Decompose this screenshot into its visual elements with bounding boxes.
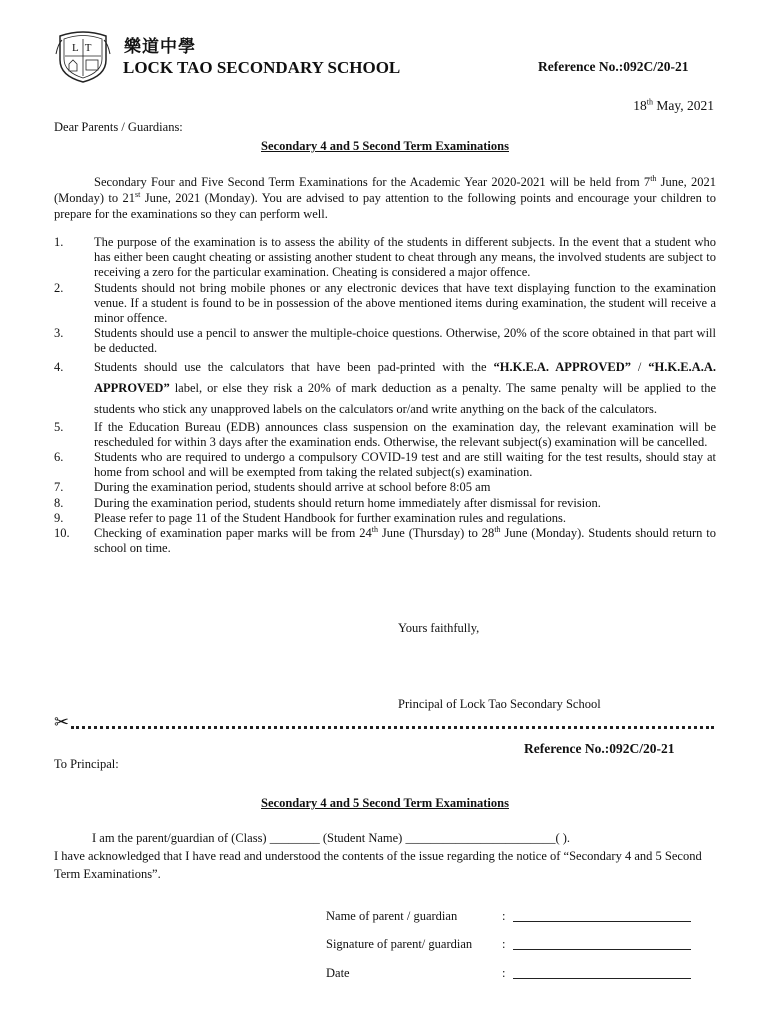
list-item xyxy=(54,326,716,356)
list-item xyxy=(54,420,716,450)
item-number: 4. xyxy=(54,359,64,374)
item-sup: th xyxy=(371,524,378,534)
acknowledgement-paragraph xyxy=(54,829,716,883)
item-number: 6. xyxy=(54,450,64,465)
item-text: label, or else they risk a 20% of mark deduction as a penalty. The same penalty will be applied to the students who stick any unapproved labels on the calculators or/and write anything on the back of the calculators. xyxy=(94,380,716,416)
list-item xyxy=(54,450,716,480)
parent-signature-field[interactable] xyxy=(326,937,696,955)
item-text: The purpose of the examination is to assess the ability of the students in different subjects. In the event that a student who has either been caught cheating or assisting another student to cheat through any means, the involved students are subject to receiving a zero for the particular examination. Cheating is considered a major offence. xyxy=(94,235,716,280)
item-number: 7. xyxy=(54,480,64,495)
school-name-chinese: 樂道中學 xyxy=(124,37,196,57)
scissors-icon: ✂ xyxy=(54,712,70,733)
item-number: 8. xyxy=(54,495,64,510)
item-text: / xyxy=(630,359,649,374)
item-text: During the examination period, students should return home immediately after dismissal for revision. xyxy=(94,495,601,510)
dotted-divider xyxy=(71,718,714,729)
intro-part: June, 2021 (Monday). You are advised to pay attention to the following points and encourage your children to prepare for the examinations so they can perform well. xyxy=(54,191,716,221)
ack-line-1-text: I am the parent/guardian of (Class) ________ (Student Name) ________________________( ). xyxy=(92,831,571,845)
parent-name-label: Name of parent / guardian xyxy=(326,909,458,923)
item-number: 3. xyxy=(54,326,64,341)
item-text: June (Thursday) to 28 xyxy=(377,526,495,541)
closing: Yours faithfully, xyxy=(398,621,480,635)
field-colon: : xyxy=(502,966,506,980)
item-number: 10. xyxy=(54,526,70,541)
list-item xyxy=(54,496,716,511)
logo-monogram: LT xyxy=(72,42,99,54)
item-text: Students should not bring mobile phones or any electronic devices that have text displaying function to the examination venue. If a student is found to be in possession of the above mentioned items during examination, the student will receive a minor offence. xyxy=(94,280,716,326)
date-rest: May, 2021 xyxy=(653,98,714,113)
item-sup: th xyxy=(494,524,501,534)
signatory: Principal of Lock Tao Secondary School xyxy=(398,697,601,711)
list-item xyxy=(54,526,716,556)
reply-title: Secondary 4 and 5 Second Term Examinations xyxy=(261,796,509,810)
date-suffix: th xyxy=(646,97,653,107)
intro-sup: th xyxy=(650,173,657,183)
parent-signature-line[interactable] xyxy=(513,949,691,950)
cut-line xyxy=(54,714,714,732)
letter-title: Secondary 4 and 5 Second Term Examinations xyxy=(261,139,509,153)
reference-number: Reference No.:092C/20-21 xyxy=(538,59,689,74)
school-logo-icon xyxy=(54,30,112,84)
item-bold-label: “H.K.E.A. APPROVED” xyxy=(493,359,631,374)
list-item xyxy=(54,235,716,281)
item-text: Checking of examination paper marks will be from 24 xyxy=(94,526,372,541)
school-name-english: LOCK TAO SECONDARY SCHOOL xyxy=(123,58,401,77)
letter-date xyxy=(633,98,714,114)
list-item xyxy=(54,357,716,420)
item-text: If the Education Bureau (EDB) announces class suspension on the examination day, the relevant examination will be rescheduled for within 3 days after the examination ends. Otherwise, the relevant subject(s) examination will be cancelled. xyxy=(94,419,716,449)
intro-part: June, 2021 (Monday) to 21 xyxy=(54,175,716,205)
item-number: 1. xyxy=(54,235,64,249)
reply-reference-number: Reference No.:092C/20-21 xyxy=(524,741,675,756)
rules-list xyxy=(54,235,716,556)
item-text: June (Monday). Students should return to school on time. xyxy=(94,526,717,556)
field-colon: : xyxy=(502,937,506,951)
list-item xyxy=(54,480,716,495)
item-number: 9. xyxy=(54,510,64,525)
reply-addressee: To Principal: xyxy=(54,757,119,771)
parent-signature-label: Signature of parent/ guardian xyxy=(326,937,473,951)
intro-part: Secondary Four and Five Second Term Examinations for the Academic Year 2020-2021 will be held from 7 xyxy=(94,175,651,189)
intro-paragraph xyxy=(54,174,716,222)
item-number: 5. xyxy=(54,419,64,434)
ack-line-2: I have acknowledged that I have read and understood the contents of the issue regarding the notice of “Secondary 4 and 5 Second Term Examinations”. xyxy=(54,849,702,881)
item-text: During the examination period, students should arrive at school before 8:05 am xyxy=(94,480,491,495)
date-day: 18 xyxy=(633,98,647,113)
item-text: Students should use the calculators that have been pad-printed with the xyxy=(94,359,494,374)
item-text: Students who are required to undergo a compulsory COVID-19 test and are still waiting for the test results, should stay at home from school and will be exempted from taking the related subject(s) examination. xyxy=(94,450,716,480)
item-bold-label: “H.K.E.A.A. APPROVED” xyxy=(94,359,716,395)
parent-name-field[interactable] xyxy=(326,909,696,927)
date-line[interactable] xyxy=(513,978,691,979)
date-field[interactable] xyxy=(326,966,696,984)
parent-name-line[interactable] xyxy=(513,921,691,922)
item-number: 2. xyxy=(54,280,64,295)
ack-line-1 xyxy=(54,829,716,847)
list-item xyxy=(54,281,716,327)
date-label: Date xyxy=(326,966,350,980)
intro-sup: st xyxy=(135,189,141,199)
salutation: Dear Parents / Guardians: xyxy=(54,120,183,134)
item-text: Students should use a pencil to answer the multiple-choice questions. Otherwise, 20% of the score obtained in that part will be deducted. xyxy=(94,326,716,356)
field-colon: : xyxy=(502,909,506,923)
item-text: Please refer to page 11 of the Student Handbook for further examination rules and regulations. xyxy=(94,510,566,525)
list-item xyxy=(54,511,716,526)
